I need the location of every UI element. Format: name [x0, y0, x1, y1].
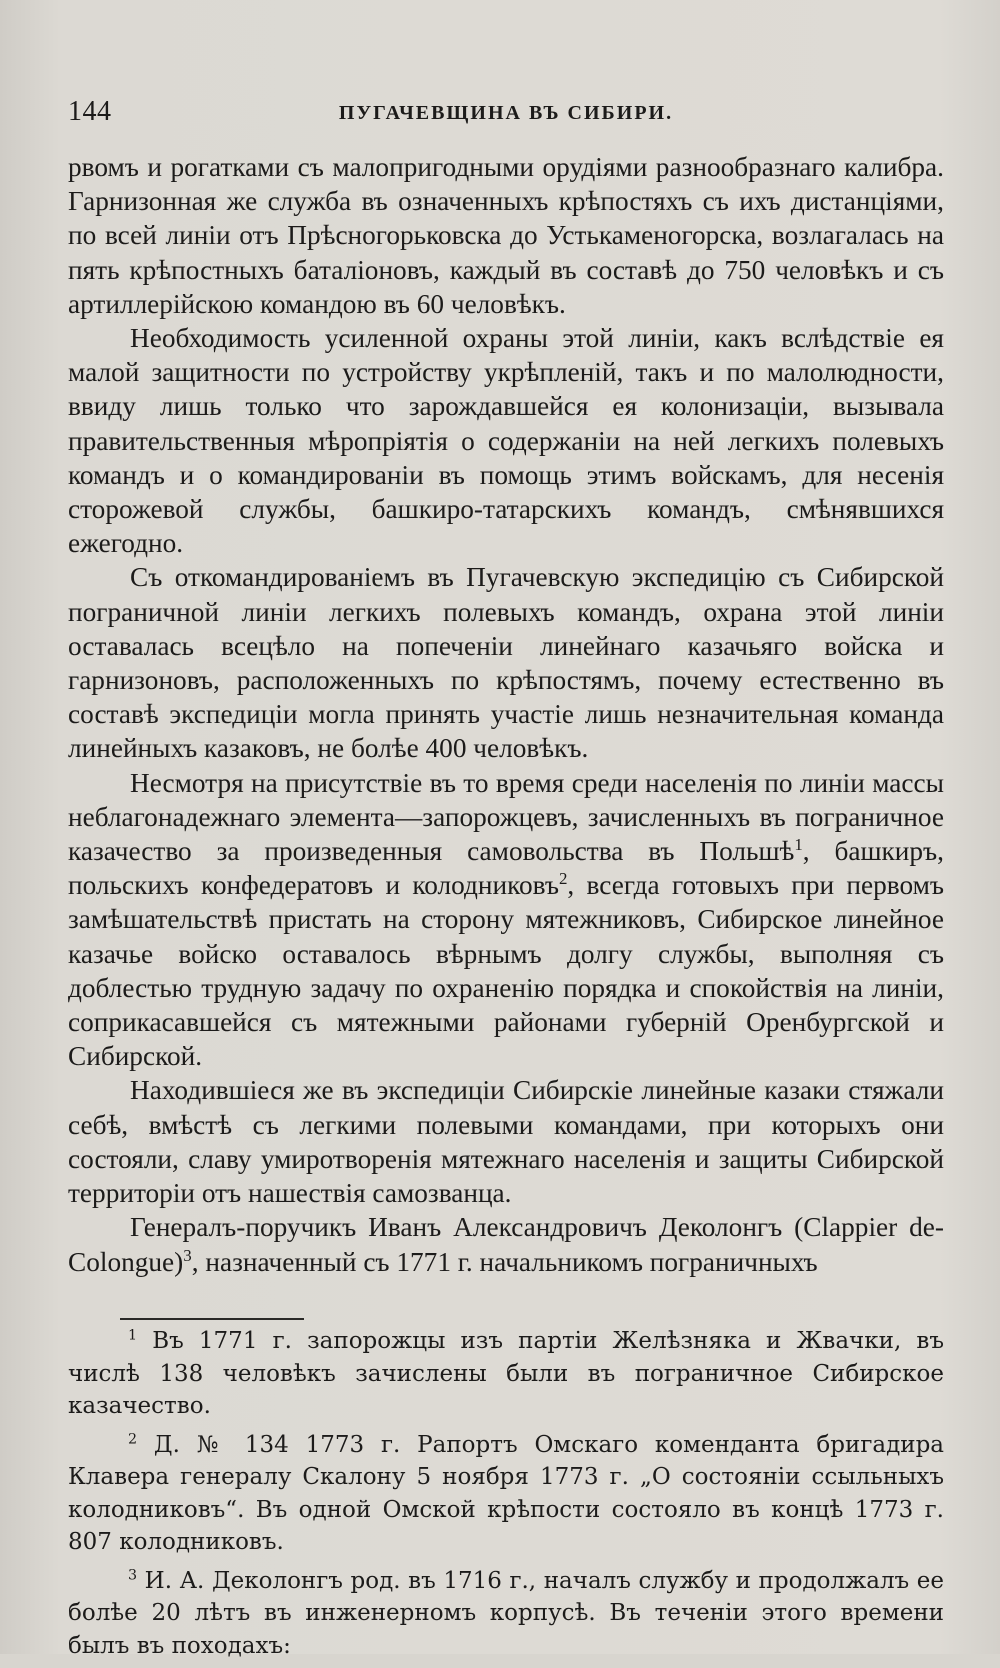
page-header [68, 96, 944, 136]
paragraph: Находившіеся же въ экспедиціи Сибирскіе линейные казаки стяжали себѣ, вмѣстѣ съ легкими полевыми командами, при которыхъ они состояли, славу умиротворенія мятежнаго населенія и защиты Сибирской территоріи отъ нашествія самозванца. [68, 1075, 944, 1209]
footnote [68, 1325, 944, 1423]
page-number: 144 [68, 96, 112, 127]
paragraph-text: , всегда готовыхъ при первомъ замѣшательствѣ пристать на сторону мятежниковъ, Сибирское линейное казачье войско оставалось вѣрнымъ долгу службы, выполняя съ доблестью трудную задачу по охраненію порядка и спокойствія на линіи, соприкасавшейся съ мятежными районами губерній Оренбургской и Сибирской. [68, 870, 945, 1072]
footnote-reference: 1 [794, 834, 803, 854]
paragraph-text: , башкиръ, польскихъ конфедератовъ и колодниковъ [68, 836, 944, 901]
paragraph-text: Несмотря на присутствіе въ то время среди населенія по линіи массы неблагонадежнаго элемента—запорожцевъ, зачисленныхъ въ пограничное казачество за произведенныя самовольства въ Польшѣ [68, 767, 944, 867]
footnote-reference: 3 [183, 1245, 192, 1265]
footnotes [68, 1325, 944, 1668]
paragraph [68, 1210, 944, 1278]
paragraph: Съ откомандированіемъ въ Пугачевскую экспедицію съ Сибирской пограничной линіи легкихъ полевыхъ командъ, охрана этой линіи оставалась всецѣло на попеченіи линейнаго казачьяго войска и гарнизоновъ, расположенныхъ по крѣпостямъ, почему естественно въ составѣ экспедиціи могла принять участіе лишь незначительная команда линейныхъ казаковъ, не болѣе 400 человѣкъ. [68, 562, 944, 764]
footnote-mark: 2 [128, 1430, 138, 1447]
footnote-text: Въ 1771 г. запорожцы изъ партіи Желѣзняка и Жвачки, въ числѣ 138 человѣкъ зачислены были въ пограничное Сибирское казачество. [68, 1328, 944, 1419]
footnote-mark: 3 [128, 1566, 138, 1583]
paragraph-text: Генералъ-поручикъ Иванъ Александровичъ Деколонгъ (Clappier de-Colongue) [68, 1212, 944, 1277]
paragraph [68, 766, 944, 1074]
footnote [68, 1565, 944, 1663]
footnote-reference: 2 [558, 869, 568, 889]
paragraph: рвомъ и рогатками съ малопригодными орудіями разнообразнаго калибра. Гарнизонная же служба въ означенныхъ крѣпостяхъ съ ихъ дистанціями, по всей линіи отъ Прѣсногорьковска до Устькаменогорска, возлагалась на пять крѣпостныхъ баталіоновъ, каждый въ составѣ до 750 человѣкъ и съ артиллерійскою командою въ 60 человѣкъ. [68, 152, 944, 319]
footnote [68, 1429, 944, 1559]
footnote-text: Д. № 134 1773 г. Рапортъ Омскаго коменданта бригадира Клавера генералу Скалону 5 ноября 1773 г. „О состояніи ссыльныхъ колодниковъ“. Въ одной Омской крѣпости состояло въ концѣ 1773 г. 807 колодниковъ. [68, 1431, 945, 1555]
footnote-text: И. А. Деколонгъ род. въ 1716 г., началъ службу и продолжалъ ее болѣе 20 лѣтъ въ инженерномъ корпусѣ. Въ теченіи этого времени былъ въ походахъ: [68, 1567, 945, 1659]
paragraph-text: , назначенный съ 1771 г. начальникомъ пограничныхъ [191, 1246, 818, 1277]
footnote-divider [120, 1318, 304, 1320]
running-head: ПУГАЧЕВЩИНА ВЪ СИБИРИ. [338, 102, 674, 124]
main-text [68, 150, 944, 1279]
paragraph: Необходимость усиленной охраны этой линіи, какъ вслѣдствіе ея малой защитности по устройству укрѣпленій, такъ и по малолюдности, ввиду лишь только что зарождавшейся ея колонизаціи, вызывала правительственныя мѣропріятія о содержаніи на ней легкихъ полевыхъ командъ и о командированіи въ помощь этимъ войскамъ, для несенія сторожевой службы, башкиро-татарскихъ командъ, смѣнявшихся ежегодно. [68, 323, 944, 559]
footnote-mark: 1 [128, 1327, 138, 1344]
